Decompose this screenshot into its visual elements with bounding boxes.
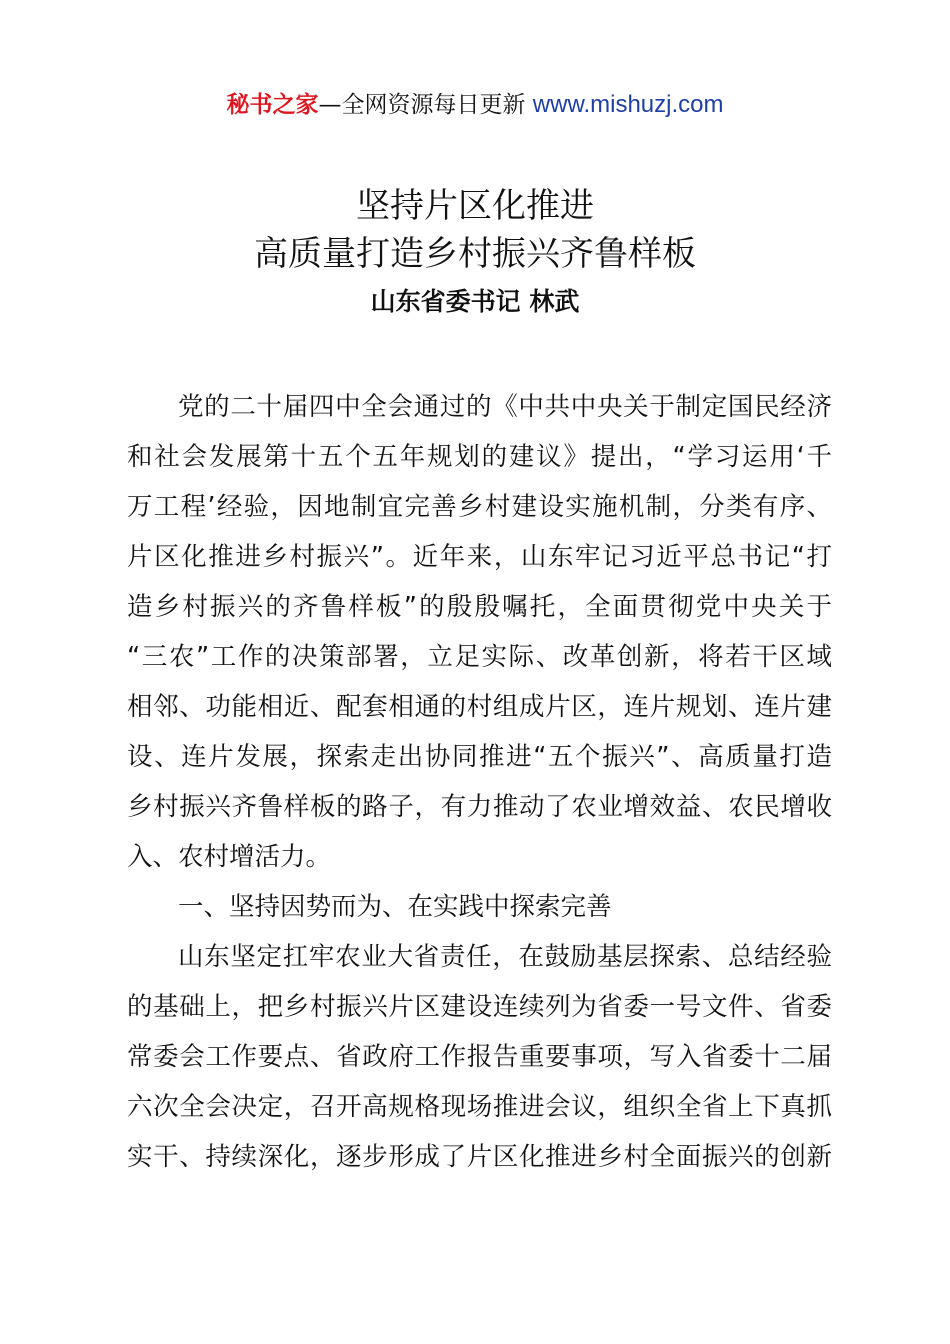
paragraph-line: 设、连片发展，探索走出协同推进“五个振兴”、高质量打造 bbox=[127, 742, 832, 772]
author-byline: 山东省委书记 林武 bbox=[370, 287, 580, 316]
article-body bbox=[127, 382, 832, 1182]
paragraph-line: 的基础上，把乡村振兴片区建设连续列为省委一号文件、省委 bbox=[127, 992, 832, 1022]
source-header bbox=[0, 88, 950, 122]
paragraph-line: 乡村振兴齐鲁样板的路子，有力推动了农业增效益、农民增收 bbox=[127, 792, 832, 822]
paragraph-line: 入、农村增活力。 bbox=[127, 842, 332, 872]
paragraph-line: 和社会发展第十五个五年规划的建议》提出，“学习运用‘千 bbox=[127, 442, 832, 472]
document-title-line-2: 高质量打造乡村振兴齐鲁样板 bbox=[254, 234, 696, 274]
header-tagline: —全网资源每日更新 bbox=[318, 92, 533, 118]
paragraph-line: 常委会工作要点、省政府工作报告重要事项，写入省委十二届 bbox=[127, 1042, 832, 1072]
paragraph-line: 党的二十届四中全会通过的《中共中央关于制定国民经济 bbox=[178, 392, 832, 422]
brand-name: 秘书之家 bbox=[226, 92, 319, 118]
paragraph-line: 山东坚定扛牢农业大省责任，在鼓励基层探索、总结经验 bbox=[178, 942, 832, 972]
website-link[interactable]: www.mishuzj.com bbox=[532, 91, 724, 118]
document-title-line-1: 坚持片区化推进 bbox=[356, 186, 594, 226]
paragraph-line: 六次全会决定，召开高规格现场推进会议，组织全省上下真抓 bbox=[127, 1092, 832, 1122]
section-heading: 一、坚持因势而为、在实践中探索完善 bbox=[178, 892, 612, 922]
paragraph-line: 造乡村振兴的齐鲁样板”的殷殷嘱托，全面贯彻党中央关于 bbox=[127, 592, 832, 622]
paragraph-line: 万工程’经验，因地制宜完善乡村建设实施机制，分类有序、 bbox=[127, 492, 832, 522]
paragraph-line: 实干、持续深化，逐步形成了片区化推进乡村全面振兴的创新 bbox=[127, 1142, 832, 1172]
paragraph-line: 片区化推进乡村振兴”。近年来，山东牢记习近平总书记“打 bbox=[127, 542, 832, 572]
paragraph-line: “三农”工作的决策部署，立足实际、改革创新，将若干区域 bbox=[127, 642, 832, 672]
paragraph-line: 相邻、功能相近、配套相通的村组成片区，连片规划、连片建 bbox=[127, 692, 832, 722]
